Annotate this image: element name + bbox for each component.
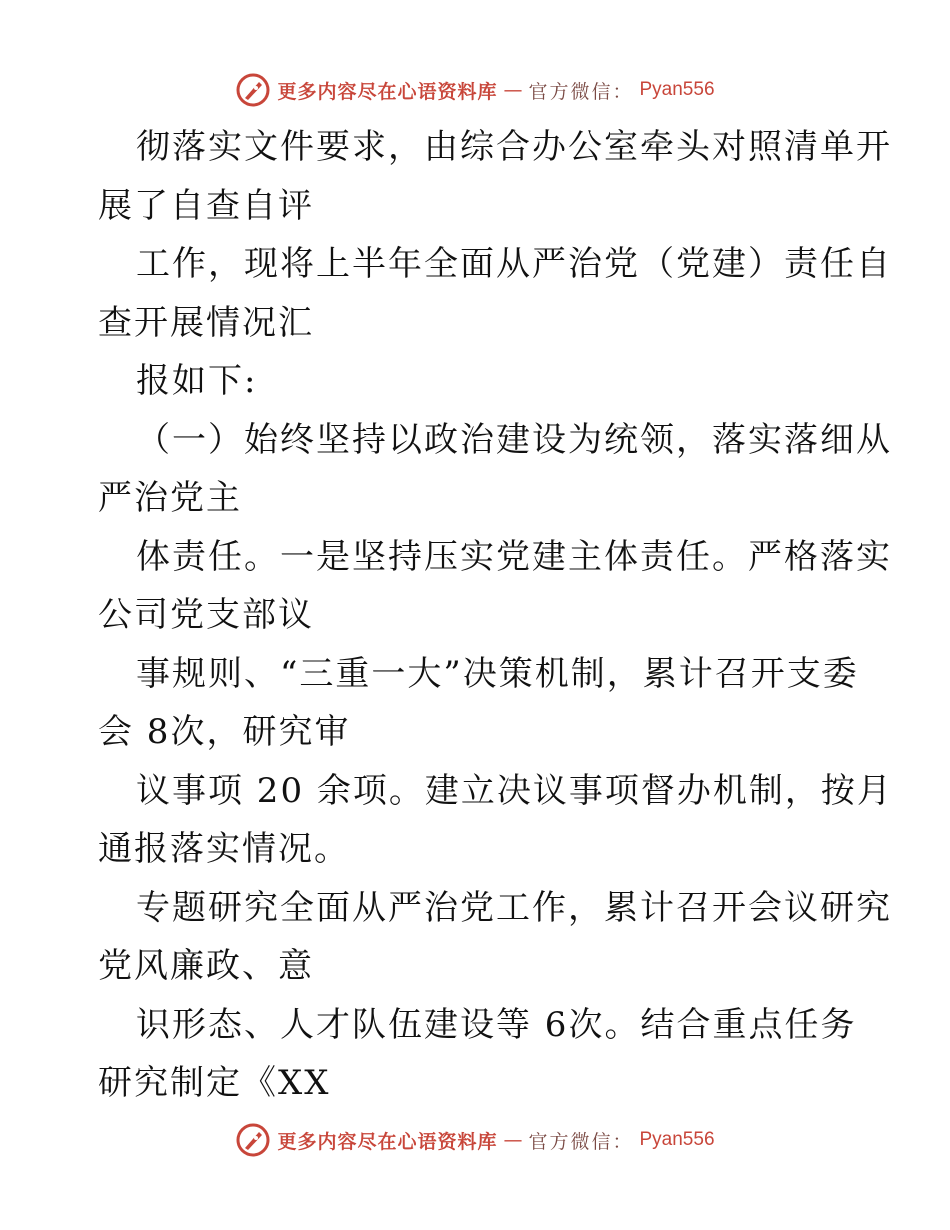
text-line: 查开展情况汇 — [98, 302, 314, 343]
text-line: 专题研究全面从严治党工作，累计召开会议研究 — [136, 887, 892, 928]
text-line: 事规则、“三重一大”决策机制，累计召开支委 — [136, 653, 859, 694]
separator: — — [503, 79, 523, 101]
text-line: 通报落实情况。 — [98, 829, 350, 869]
text-line: （一）始终坚持以政治建设为统领，落实落细从 — [136, 419, 892, 460]
wechat-label: 官方微信： — [528, 80, 634, 103]
text-line: 展了自查自评 — [98, 185, 314, 226]
fountain-pen-circle-icon — [235, 72, 271, 108]
separator: — — [503, 1129, 523, 1151]
text-line: 识形态、人才队伍建设等 6次。结合重点任务 — [136, 1004, 857, 1045]
document-body — [98, 118, 893, 1113]
footer-watermark — [0, 1120, 950, 1160]
text-line: 彻落实文件要求，由综合办公室牵头对照清单开 — [136, 127, 892, 167]
text-line: 研究制定《XX — [98, 1063, 331, 1103]
text-line: 严治党主 — [98, 478, 242, 518]
brand-text: 更多内容尽在心语资料库 — [277, 80, 498, 103]
text-line: 体责任。一是坚持压实党建主体责任。严格落实 — [136, 536, 892, 577]
text-line: 工作，现将上半年全面从严治党（党建）责任自 — [136, 244, 892, 284]
brand-text: 更多内容尽在心语资料库 — [277, 1130, 498, 1153]
text-line: 会 8次，研究审 — [98, 712, 351, 752]
text-line: 党风廉政、意 — [98, 946, 314, 986]
wechat-id: Pyan556 — [639, 79, 715, 100]
header-watermark — [0, 70, 950, 110]
text-line: 报如下: — [136, 361, 258, 401]
wechat-label: 官方微信： — [528, 1130, 634, 1153]
text-line: 公司党支部议 — [98, 595, 314, 635]
wechat-id: Pyan556 — [639, 1129, 715, 1150]
fountain-pen-circle-icon — [235, 1122, 271, 1158]
text-line: 议事项 20 余项。建立决议事项督办机制，按月 — [136, 770, 893, 811]
